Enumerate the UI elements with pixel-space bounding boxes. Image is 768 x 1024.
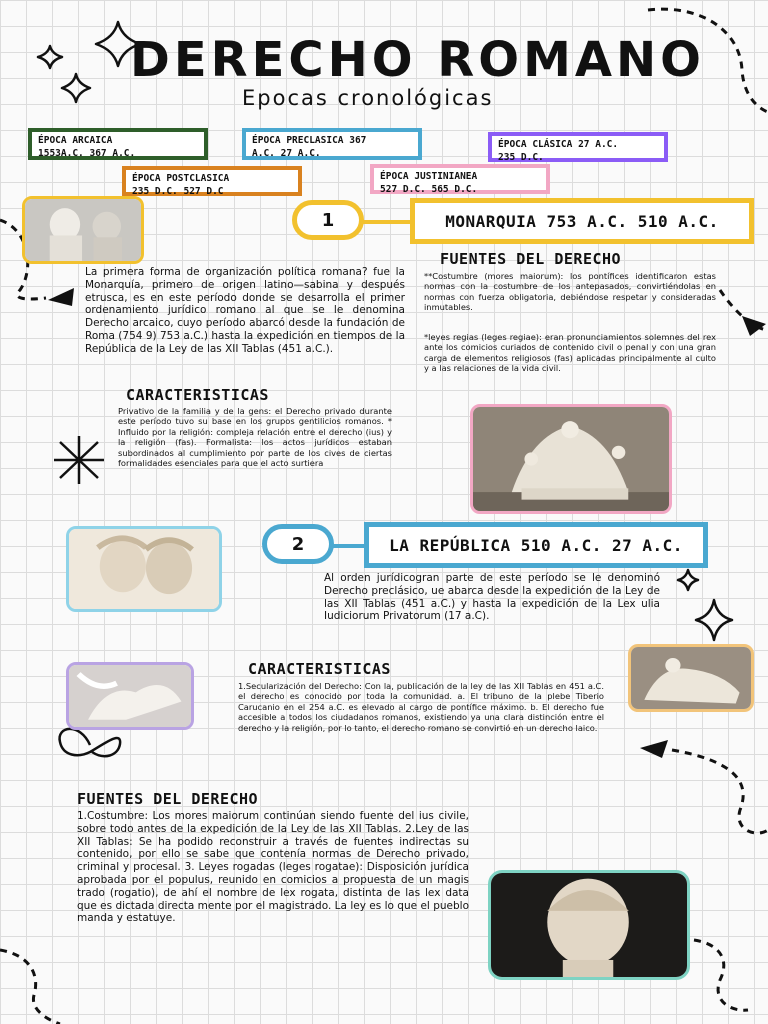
section-1-sources-p1: **Costumbre (mores maiorum): los pontífices identificaron estas normas con la costumbre de los antepasados, convirtiéndolas en normas con fuerza obligatoria, debiéndose respetar y consideradas inmutables. <box>424 271 716 313</box>
photo-reclining-statue <box>628 644 754 712</box>
heart-icon <box>60 729 121 756</box>
era-clasica: ÉPOCA CLÁSICA 27 A.C. 235 D.C. <box>488 132 668 162</box>
section-2-features-text: 1.Secularización del Derecho: Con la, publicación de la ley de las XII Tablas en 451 a.C. el derecho es conocido por toda la comunidad. a. El tribuno de la plebe Tiberio Carucanio en el 254 a.C. es elevado al cargo de pontífice máximo. b. El derecho fue accesible a todos los ciudadanos romanos, existiendo ya una clara distinción entre el derecho y la religión, por lo tanto, el derecho romano se convirtió en un derecho laico. <box>238 681 604 733</box>
photo-faces <box>66 526 222 612</box>
photo-statues-pair <box>22 196 144 264</box>
page-title: DERECHO ROMANO <box>130 32 705 88</box>
asterisk-icon <box>54 436 104 484</box>
triangle-icon <box>640 740 668 758</box>
photo-cupid-psyche <box>66 662 194 730</box>
section-2-heading: LA REPÚBLICA 510 A.C. 27 A.C. <box>364 522 708 568</box>
section-1-features-title: CARACTERISTICAS <box>126 386 269 404</box>
section-2-sources-title: FUENTES DEL DERECHO <box>77 790 259 808</box>
section-1-connector <box>360 220 414 224</box>
photo-laocoon <box>470 404 672 514</box>
era-postclasica: ÉPOCA POSTCLASICA 235 D.C. 527 D.C <box>122 166 302 196</box>
era-justinianea: ÉPOCA JUSTINIANEA 527 D.C. 565 D.C. <box>370 164 550 194</box>
era-preclasica: ÉPOCA PRECLASICA 367 A.C. 27 A.C. <box>242 128 422 160</box>
era-arcaica: ÉPOCA ARCAICA 1553A.C. 367 A.C. <box>28 128 208 160</box>
section-2-number: 2 <box>262 524 334 564</box>
section-2-intro: Al orden jurídicogran parte de este período se le denominó Derecho preclásico, ue abarca desde la expedición de la Ley de las XII Tablas (451 a.C.) y hasta la expedición de la Lex ulia Iudiciorum Privatorum (17 a.C). <box>324 572 660 623</box>
photo-bust <box>488 870 690 980</box>
section-2-connector <box>328 544 368 548</box>
section-2-features-title: CARACTERISTICAS <box>248 660 391 678</box>
section-1-sources-title: FUENTES DEL DERECHO <box>440 250 622 268</box>
section-1-sources-p2: *leyes regias (leges regiae): eran pronunciamientos solemnes del rex ante los comicios curiados de contenido civil o penal y con una gran carga de elementos religiosos (fas) aplicadas principalmente al culto y a las relaciones de la vida civil. <box>424 332 716 374</box>
section-1-number: 1 <box>292 200 364 240</box>
sparkle-icon <box>678 570 698 590</box>
triangle-icon <box>48 288 74 306</box>
section-2-sources-text: 1.Costumbre: Los mores maiorum continúan siendo fuente del ius civile, sobre todo antes de la expedición de la Ley de las XII Tablas. 2.Ley de las XII Tablas: Se ha podido reconstruir a través de fuentes indirectas su contenido, por ello se sabe que contenía normas de Derecho privado, criminal y procesal. 3. Leyes rogadas (leges rogatae): Disposición jurídica aprobada por el populus, reunido en comicios a propuesta de un magis trado (rogatio), de ahí el nombre de lex rogata, distinta de las lex data que es dictada directa mente por el magistrado. La ley es lo que el pueblo manda y estatuye. <box>77 810 469 925</box>
section-1-features-text: Privativo de la familia y de la gens: el Derecho privado durante este período tuvo su base en los grupos gentilicios romanos. * Influido por la religión: compleja relación entre el derecho (ius) y la religión (fas). Formalista: los actos jurídicos estaban subordinados al cumplimiento por parte de los cives de ciertas formalidades esenciales para que el acto surtiera <box>118 406 392 469</box>
sparkle-icon <box>696 600 732 640</box>
triangle-icon <box>742 316 766 336</box>
sparkle-icon <box>38 46 62 68</box>
section-1-intro: La primera forma de organización política romana? fue la Monarquía, primero de origen latino—sabina y después etrusca, es en este período donde se desarrolla el primer ordenamiento jurídico romano al que se le denomina Derecho arcaico, cuyo período abarcó desde la fundación de Roma (754 9) 753 a.C.) hasta la expedición en tiempos de la República de la Ley de las XII Tablas (451 a.C.). <box>85 266 405 355</box>
sparkle-icon <box>62 74 90 102</box>
section-1-heading: MONARQUIA 753 A.C. 510 A.C. <box>410 198 754 244</box>
page-subtitle: Epocas cronológicas <box>242 86 494 110</box>
